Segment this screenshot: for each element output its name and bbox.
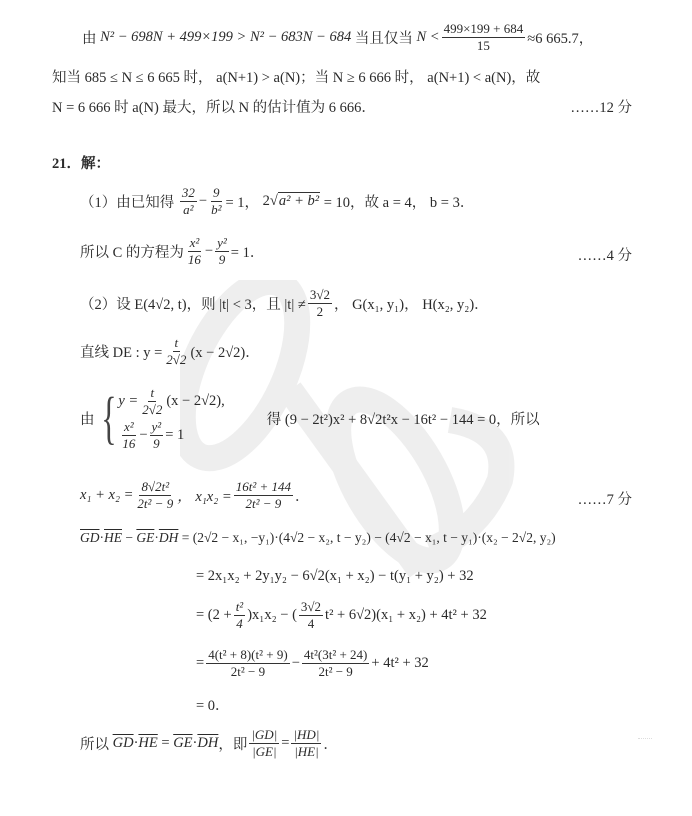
denominator: |GE|	[252, 743, 277, 759]
fraction	[302, 648, 370, 678]
fraction	[120, 420, 137, 450]
dot-row3	[196, 600, 487, 630]
vector: $\overline{HE}$	[138, 734, 158, 751]
system-eq1	[118, 386, 224, 416]
text: 2	[262, 192, 270, 209]
numerator: 4(t² + 8)(t² + 9)	[208, 647, 288, 662]
vieta	[80, 480, 310, 510]
vector: $\overline{DH}$	[158, 530, 179, 545]
text: =	[196, 654, 205, 671]
fraction	[442, 22, 526, 52]
numerator: 3√2	[309, 287, 330, 302]
fraction	[186, 236, 203, 266]
text: (x − 2√2),	[166, 392, 225, 409]
text: 当且仅当	[354, 30, 413, 47]
fraction	[209, 186, 223, 216]
text: （1）由已知得	[80, 194, 175, 211]
fraction	[140, 386, 164, 416]
numerator: |GD|	[251, 727, 278, 742]
text: ，即	[218, 736, 248, 753]
numerator: |HD|	[293, 727, 320, 742]
dot-row2	[196, 568, 474, 585]
denominator: 16	[122, 435, 136, 451]
denominator: 4	[236, 615, 243, 631]
fraction	[249, 728, 279, 758]
text: = 1．	[230, 244, 265, 261]
dot-row4	[196, 648, 429, 678]
numerator: 16t² + 144	[235, 479, 291, 494]
fraction	[206, 648, 290, 678]
denominator: 2	[316, 303, 324, 319]
fraction	[234, 480, 293, 510]
conclusion: 所以 $\overline{GD}$ · $\overline{HE}$ = $\overline{GE}$ · $\overline{DH}$ ，即 $\frac{|GD|}{|GE|}$ = $\frac{|HD|}{|HE|}$ ．	[80, 727, 338, 759]
score-7: ……7 分	[577, 492, 632, 508]
text: N <	[416, 28, 440, 45]
dot-row1: $\overline{GD}$ · $\overline{HE}$ − $\overline{GE}$ · $\overline{DH}$ = (2√2 − x₁, −y₁)·(4√2 − x₂, t − y₂) − (4√2 − x₁, t − y₁)·(x₂ − 2√2, y₂)	[80, 530, 556, 545]
denominator: 2√2	[166, 351, 187, 367]
part1-line3	[52, 96, 376, 117]
text: 由	[80, 411, 95, 428]
text: 所以 C 的方程为	[80, 244, 184, 261]
equation-system	[80, 386, 540, 451]
numerator: t	[174, 335, 179, 350]
problem-heading: 21．解：	[52, 156, 110, 172]
fraction	[299, 600, 323, 630]
numerator: t	[150, 385, 155, 400]
text: ≈6 665.7，	[527, 30, 594, 47]
numerator: 8√2t²	[141, 479, 170, 494]
text: （2）设 E(4√2, t)，则 |t| < 3，且 |t| ≠	[80, 296, 306, 313]
text: (x − 2√2)．	[190, 344, 260, 361]
text: ， x₁x₂ =	[177, 488, 232, 505]
step1-result: 所以 C 的方程为 $\frac{\text{x²}}{16}$ − $\frac{\text{y²}}{9}$ = 1．	[80, 235, 265, 267]
denominator: a²	[183, 201, 194, 217]
step2	[80, 288, 489, 318]
part1-line1	[82, 22, 593, 52]
inequality: N² − 698N + 499×199 > N² − 683N − 684	[100, 28, 352, 45]
text: x₁ + x₂ =	[80, 486, 134, 503]
denominator: 2√2	[142, 401, 163, 417]
numerator: 4t²(3t² + 24)	[303, 647, 368, 662]
denominator: 9	[218, 251, 226, 267]
denominator: 4	[307, 615, 315, 631]
fraction	[135, 480, 175, 510]
expression: = (2√2 − x₁, −y₁)·(4√2 − x₂, t − y₂) − (4√2 − x₁, t − y₁)·(x₂ − 2√2, y₂)	[181, 530, 556, 545]
denominator: b²	[211, 201, 222, 217]
score-12: ……12 分	[570, 100, 632, 116]
vector: $\overline{DH}$	[197, 734, 219, 751]
fraction	[215, 236, 229, 266]
numerator: x²	[189, 235, 200, 250]
text: y =	[118, 392, 139, 409]
numerator: 499×199 + 684	[443, 21, 524, 36]
part1-line2	[52, 66, 540, 87]
text: )x₁x₂ − (	[247, 606, 297, 623]
text: ．	[323, 736, 338, 753]
text: = (2 +	[196, 606, 232, 623]
fraction	[150, 420, 164, 450]
text: t² + 6√2)(x₁ + x₂) + 4t² + 32	[325, 606, 487, 623]
denominator: 2t² − 9	[137, 495, 174, 511]
numerator: t²	[235, 599, 244, 614]
vector: $\overline{HE}$	[104, 530, 122, 545]
denominator: |HE|	[294, 743, 319, 759]
text: 直线 DE : y =	[80, 344, 163, 361]
text: ．	[295, 488, 310, 505]
numerator: x²	[124, 419, 134, 435]
denominator: 2t² − 9	[318, 663, 353, 679]
text: 由	[82, 30, 97, 47]
text: −	[291, 654, 300, 671]
denominator: 16	[187, 251, 201, 267]
faint-mark	[638, 738, 652, 745]
numerator: 3√2	[300, 599, 322, 614]
denominator: 2t² − 9	[230, 663, 266, 679]
dot-row5	[196, 694, 230, 715]
system-eq2: $\frac{\text{x²}}{16}$ − $\frac{\text{y²}}{9}$ = 1	[122, 419, 185, 451]
denominator: 2t² − 9	[245, 495, 282, 511]
numerator: y²	[217, 235, 227, 250]
system-equations	[118, 386, 224, 451]
fraction	[180, 186, 197, 216]
step1: （1）由已知得 $\frac{32}{\text{a²}}$ − $\frac{9}{\text{b²}}$ = 1， 2 √a² + b² = 10，故 a = 4， b = 3．	[80, 185, 475, 217]
numerator: y²	[151, 419, 162, 435]
line-de	[80, 336, 260, 366]
vector: $\overline{GD}$	[80, 530, 100, 545]
expression: = 0．	[196, 698, 230, 714]
denominator: 15	[476, 37, 490, 53]
denominator: 9	[153, 435, 160, 451]
text: ， G(x₁, y₁)， H(x₂, y₂)．	[333, 296, 489, 313]
vector: $\overline{GD}$	[112, 734, 134, 751]
text: 得 (9 − 2t²)x² + 8√2t²x − 16t² − 144 = 0，所以	[266, 411, 540, 428]
vector: $\overline{GE}$	[173, 734, 193, 751]
text: + 4t² + 32	[371, 654, 429, 671]
radicand: a² + b²	[278, 192, 320, 209]
fraction	[164, 336, 188, 366]
text: N = 6 666 时 a(N) 最大，所以 N 的估计值为 6 666．	[52, 100, 376, 116]
text: 所以	[80, 736, 109, 753]
sqrt: √a² + b²	[269, 192, 320, 209]
vector: $\overline{GE}$	[136, 530, 155, 545]
text: = 10，故 a = 4， b = 3．	[323, 194, 475, 211]
expression: = 2x₁x₂ + 2y₁y₂ − 6√2(x₁ + x₂) − t(y₁ + y₂) + 32	[196, 568, 474, 584]
fraction	[234, 600, 246, 630]
brace: {	[100, 385, 117, 451]
fraction	[291, 728, 321, 758]
text: 知当 685 ≤ N ≤ 6 665 时， a(N+1) > a(N)；当 N ≥ 6 666 时， a(N+1) < a(N)，故	[52, 70, 541, 86]
fraction	[308, 288, 332, 318]
text: = 1	[165, 426, 185, 443]
numerator: 32	[181, 185, 195, 200]
score-4: ……4 分	[577, 248, 632, 264]
numerator: 9	[213, 185, 220, 200]
text: = 1，	[225, 194, 260, 211]
